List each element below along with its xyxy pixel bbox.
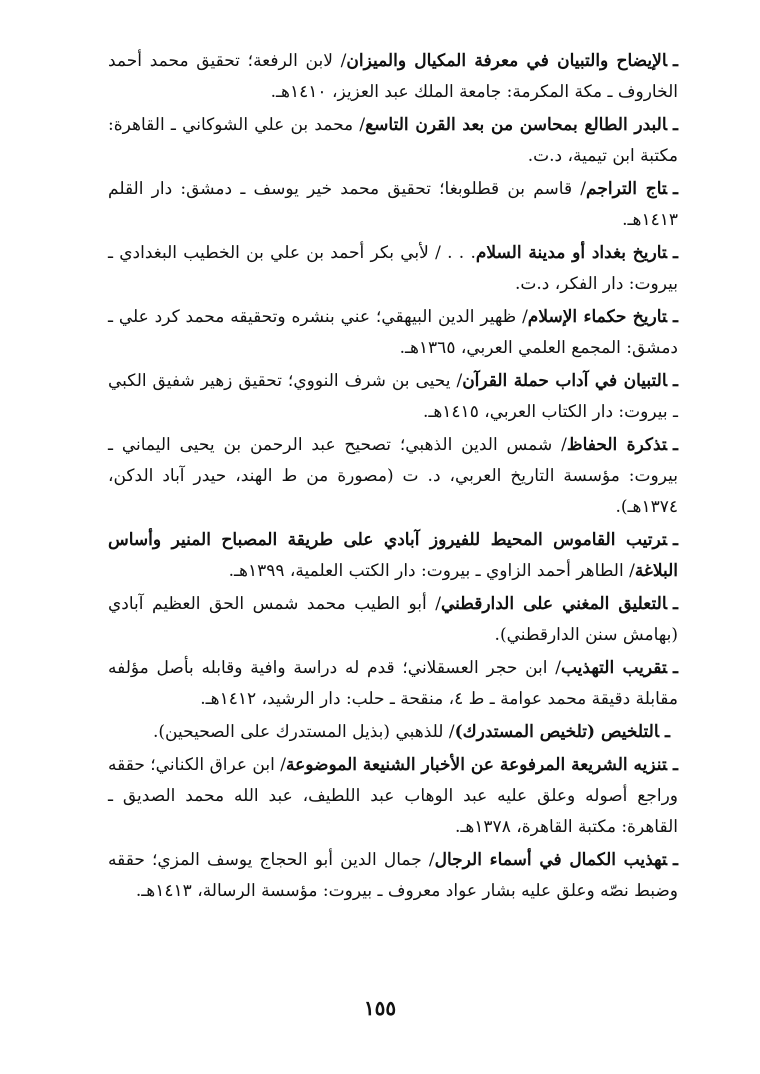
entry-dash: ـ [673, 435, 678, 455]
bibliography-entry [108, 750, 678, 843]
bibliography-list [108, 46, 678, 909]
entry-dash: ـ [673, 530, 678, 550]
bibliography-entry [108, 589, 678, 651]
entry-dash: ـ [673, 51, 679, 71]
entry-details: / يحيى بن شرف النووي؛ تحقيق زهير شفيق الكبي ـ بيروت: دار الكتاب العربي، ١٤١٥هـ. [108, 371, 678, 422]
entry-title: تنزيه الشريعة المرفوعة عن الأخبار الشنيعة الموضوعة [285, 755, 668, 775]
entry-details: . . . / لأبي بكر أحمد بن علي بن الخطيب البغدادي ـ بيروت: دار الفكر، د.ت. [108, 243, 678, 294]
entry-title: التبيان في آداب حملة القرآن [462, 371, 668, 391]
entry-details: / شمس الدين الذهبي؛ تصحيح عبد الرحمن بن يحيى اليماني ـ بيروت: مؤسسة التاريخ العربي، د. ت (مصورة من ط الهند، حيدر آباد الدكن، ١٣٧٤هـ). [108, 435, 678, 517]
entry-details: / ابن عراق الكناني؛ حققه وراجع أصوله وعلق عليه عبد الوهاب عبد اللطيف، عبد الله محمد الصديق ـ القاهرة: مكتبة القاهرة، ١٣٧٨هـ. [108, 755, 678, 837]
entry-details: / ظهير الدين البيهقي؛ عني بنشره وتحقيقه محمد كرد علي ـ دمشق: المجمع العلمي العربي، ١٣٦٥هـ. [108, 307, 678, 358]
bibliography-entry [108, 302, 678, 364]
entry-dash: ـ [673, 850, 678, 870]
entry-title: التعليق المغني على الدارقطني [440, 594, 668, 614]
entry-details: / الطاهر أحمد الزاوي ـ بيروت: دار الكتب العلمية، ١٣٩٩هـ. [228, 561, 635, 581]
entry-details: / أبو الطيب محمد شمس الحق العظيم آبادي (بهامش سنن الدارقطني). [108, 594, 678, 645]
bibliography-entry [108, 174, 678, 236]
bibliography-entry [108, 717, 678, 748]
entry-dash: ـ [673, 243, 678, 263]
entry-title: تقريب التهذيب [560, 658, 668, 678]
entry-dash: ـ [673, 755, 679, 775]
entry-dash: ـ [673, 658, 678, 678]
bibliography-entry [108, 525, 678, 587]
entry-title: تاريخ حكماء الإسلام [527, 307, 668, 327]
bibliography-entry [108, 653, 678, 715]
bibliography-entry [108, 110, 678, 172]
entry-title: التلخيص (تلخيص المستدرك) [454, 722, 660, 742]
entry-dash: ـ [665, 722, 670, 742]
entry-title: تذكرة الحفاظ [566, 435, 668, 455]
entry-title: البدر الطالع بمحاسن من بعد القرن التاسع [365, 115, 668, 135]
entry-title: تاريخ بغداد أو مدينة السلام [475, 243, 668, 263]
bibliography-entry [108, 366, 678, 428]
entry-dash: ـ [673, 179, 678, 199]
entry-details: / ابن حجر العسقلاني؛ قدم له دراسة وافية وقابله بأصل مؤلفه مقابلة دقيقة محمد عوامة ـ ط ٤، منقحة ـ حلب: دار الرشيد، ١٤١٢هـ. [108, 658, 678, 709]
entry-details: / قاسم بن قطلوبغا؛ تحقيق محمد خير يوسف ـ دمشق: دار القلم ١٤١٣هـ. [108, 179, 678, 230]
entry-dash: ـ [673, 371, 679, 391]
bibliography-entry [108, 430, 678, 523]
bibliography-entry [108, 845, 678, 907]
entry-details: / محمد بن علي الشوكاني ـ القاهرة: مكتبة ابن تيمية، د.ت. [108, 115, 678, 166]
page-number: ١٥٥ [363, 996, 397, 1020]
bibliography-entry [108, 46, 678, 108]
bibliography-entry [108, 238, 678, 300]
entry-title: الإيضاح والتبيان في معرفة المكيال والميزان [346, 51, 668, 71]
entry-details: / جمال الدين أبو الحجاج يوسف المزي؛ حققه وضبط نصّه وعلق عليه بشار عواد معروف ـ بيروت: مؤسسة الرسالة، ١٤١٣هـ. [108, 850, 678, 901]
entry-dash: ـ [673, 594, 678, 614]
entry-details: / للذهبي (بذيل المستدرك على الصحيحين). [153, 722, 455, 742]
entry-details: / لابن الرفعة؛ تحقيق محمد أحمد الخاروف ـ مكة المكرمة: جامعة الملك عبد العزيز، ١٤١٠هـ. [108, 51, 678, 102]
entry-title: تاج التراجم [586, 179, 668, 199]
entry-dash: ـ [673, 115, 678, 135]
entry-title: تهذيب الكمال في أسماء الرجال [434, 850, 667, 870]
entry-title: ترتيب القاموس المحيط للفيروز آبادي على طريقة المصباح المنير وأساس البلاغة [108, 530, 678, 581]
entry-dash: ـ [673, 307, 678, 327]
